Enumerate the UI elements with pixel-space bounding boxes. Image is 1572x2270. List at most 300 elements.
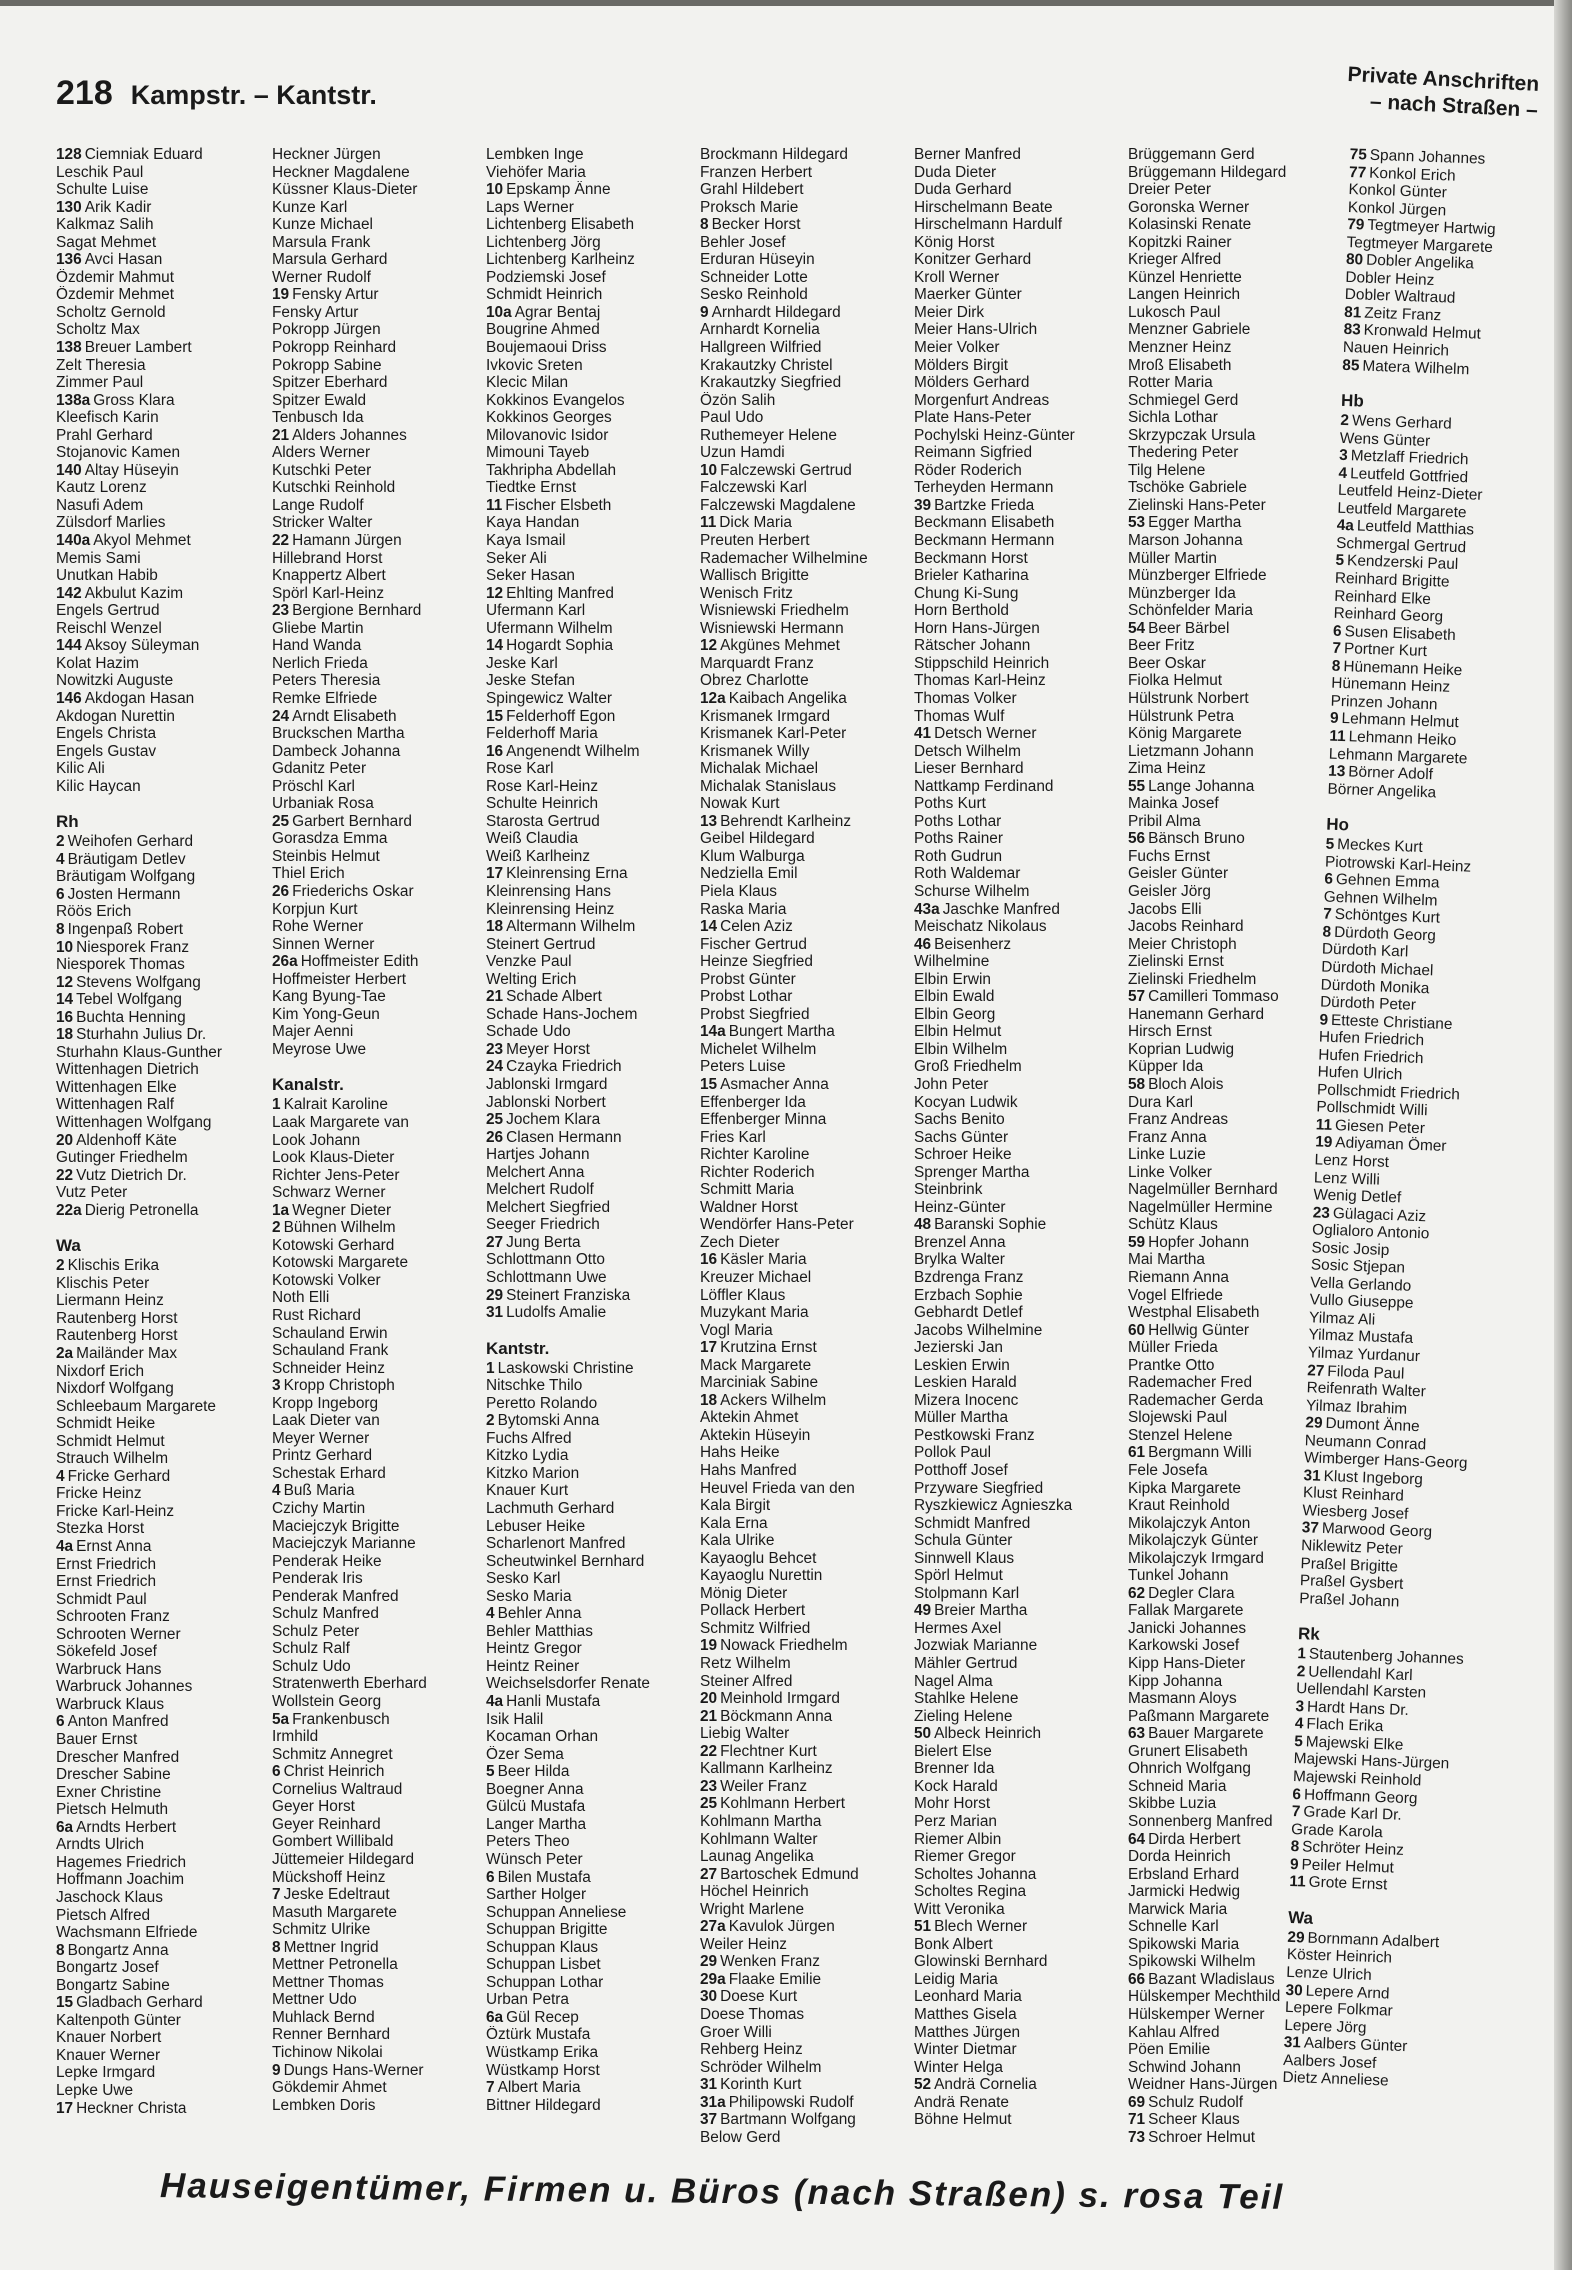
house-number: 3 — [272, 1377, 281, 1395]
house-number: 31 — [1283, 2033, 1302, 2052]
resident-entry: 18 Sturhahn Julius Dr. — [56, 1026, 207, 1044]
resident-entry: Jablonski Norbert — [486, 1093, 606, 1111]
resident-entry: Akdogan Nurettin — [56, 707, 175, 725]
resident-entry: Renner Bernhard — [272, 2026, 391, 2044]
resident-entry: Schulte Luise — [56, 181, 149, 199]
house-number: 73 — [1128, 2128, 1146, 2146]
house-number: 29 — [1287, 1928, 1305, 1947]
resident-entry: Plate Hans-Peter — [914, 409, 1032, 427]
resident-entry: Hagemes Friedrich — [56, 1853, 187, 1871]
resident-entry: Gebhardt Detlef — [914, 1304, 1023, 1322]
resident-entry: Glowinski Bernhard — [914, 1953, 1048, 1971]
street-range: Kampstr. – Kantstr. — [130, 80, 377, 110]
house-number: 4 — [486, 1605, 495, 1623]
resident-entry: 29 Dumont Änne — [1305, 1414, 1420, 1436]
resident-entry: Takhripha Abdellah — [486, 461, 617, 479]
resident-entry: Erzbach Sophie — [914, 1286, 1023, 1304]
resident-entry: 19 Fensky Artur — [272, 286, 379, 304]
resident-entry: Tilg Helene — [1128, 461, 1206, 479]
resident-entry: Lukosch Paul — [1128, 303, 1221, 321]
resident-entry: Öztürk Mustafa — [486, 2026, 591, 2044]
resident-entry: Hoffmeister Herbert — [272, 970, 406, 988]
resident-entry: Gutinger Friedhelm — [56, 1149, 188, 1167]
resident-entry: Kocaman Orhan — [486, 1728, 599, 1746]
house-number: 15 — [56, 1994, 74, 2012]
resident-entry: Konkol Jürgen — [1347, 198, 1447, 220]
column-3 — [486, 146, 691, 2114]
resident-entry: 7 Jeske Edeltraut — [272, 1886, 390, 1904]
resident-entry: Lembken Inge — [486, 146, 584, 163]
resident-entry: 6a Gül Recep — [486, 2008, 579, 2026]
resident-entry: Lietzmann Johann — [1128, 742, 1254, 760]
resident-entry: Kotowski Volker — [272, 1271, 381, 1289]
resident-entry: Heintz Reiner — [486, 1657, 580, 1675]
resident-entry: 9 Arnhardt Hildegard — [700, 303, 841, 321]
resident-entry: 6 Gehnen Emma — [1324, 870, 1440, 892]
resident-entry: 7 Albert Maria — [486, 2079, 581, 2097]
resident-entry: Mimouni Tayeb — [486, 444, 590, 462]
resident-entry: Wachsmann Elfriede — [56, 1924, 198, 1942]
resident-entry: Czichy Martin — [272, 1500, 366, 1518]
resident-entry: 22 Vutz Dietrich Dr. — [56, 1166, 187, 1184]
resident-entry: Knappertz Albert — [272, 567, 386, 585]
resident-entry: Oglialoro Antonio — [1311, 1221, 1430, 1243]
resident-entry: Boegner Anna — [486, 1780, 584, 1798]
resident-entry: Horn Berthold — [914, 602, 1009, 620]
house-number: 8 — [1322, 923, 1332, 941]
house-number: 2 — [1340, 411, 1350, 430]
resident-entry: Tschöke Gabriele — [1128, 479, 1247, 497]
resident-entry: Gdanitz Peter — [272, 760, 367, 778]
resident-entry: Krismanek Irmgard — [700, 707, 831, 725]
house-number: 11 — [486, 496, 503, 514]
resident-entry: Hirschelmann Hardulf — [914, 216, 1062, 234]
resident-entry: Zielinski Hans-Peter — [1128, 496, 1266, 514]
house-number: 10 — [700, 461, 718, 479]
page-header-right — [1346, 62, 1540, 124]
house-number: 60 — [1128, 1321, 1146, 1339]
resident-entry: Schrooten Franz — [56, 1608, 170, 1626]
house-number: 19 — [272, 286, 290, 304]
resident-entry: Özdemir Mahmut — [56, 268, 175, 286]
resident-entry: 80 Dobler Angelika — [1345, 251, 1475, 273]
resident-entry: Riemer Gregor — [914, 1848, 1016, 1866]
resident-entry: 22 Hamann Jürgen — [272, 532, 402, 550]
resident-entry: Kock Harald — [914, 1777, 998, 1795]
house-number: 17 — [486, 865, 504, 883]
resident-entry: Özön Salih — [700, 391, 776, 409]
resident-entry: Schade Hans-Jochem — [486, 1005, 638, 1023]
resident-entry: Maerker Günter — [914, 286, 1022, 304]
house-number: 6 — [1292, 1785, 1302, 1803]
resident-entry: Lembken Doris — [272, 2096, 376, 2114]
resident-entry: Reinhard Georg — [1333, 604, 1444, 626]
resident-entry: Lepere Folkmar — [1284, 1998, 1394, 2020]
resident-entry: Kohlmann Walter — [700, 1830, 818, 1848]
resident-entry: Dura Karl — [1128, 1093, 1194, 1111]
resident-entry: Remke Elfriede — [272, 689, 378, 707]
resident-entry: Sinnwell Klaus — [914, 1549, 1015, 1567]
house-number: 62 — [1128, 1584, 1146, 1602]
house-number: 54 — [1128, 619, 1146, 637]
resident-entry: 8 Hünemann Heike — [1331, 657, 1463, 679]
resident-entry: Konitzer Gerhard — [914, 251, 1032, 269]
resident-entry: Pestkowski Franz — [914, 1426, 1035, 1444]
resident-entry: Rehberg Heinz — [700, 2041, 803, 2059]
resident-entry: 29 Bornmann Adalbert — [1287, 1928, 1440, 1952]
resident-entry: Erbsland Erhard — [1128, 1865, 1240, 1883]
resident-entry: Hahs Heike — [700, 1444, 780, 1462]
resident-entry: Pribil Alma — [1128, 812, 1201, 830]
resident-entry: Pokropp Sabine — [272, 356, 382, 374]
resident-entry: Hand Wanda — [272, 637, 362, 655]
resident-entry: Pokropp Jürgen — [272, 321, 381, 339]
resident-entry: Sesko Reinhold — [700, 286, 808, 304]
resident-entry: Schuppan Brigitte — [486, 1921, 608, 1939]
resident-entry: Küssner Klaus-Dieter — [272, 181, 418, 199]
resident-entry: Behler Josef — [700, 233, 786, 251]
resident-entry: Peters Theresia — [272, 672, 381, 690]
resident-entry: Schleebaum Margarete — [56, 1397, 216, 1415]
house-number: 6 — [272, 1763, 281, 1781]
resident-entry: 12 Akgünes Mehmet — [700, 637, 840, 655]
resident-entry: Klust Reinhard — [1302, 1484, 1405, 1506]
resident-entry: Krismanek Karl-Peter — [700, 725, 847, 743]
resident-entry: Wollstein Georg — [272, 1693, 382, 1711]
resident-entry: Heinze Siegfried — [700, 953, 813, 971]
resident-entry: Heinz-Günter — [914, 1198, 1006, 1216]
resident-entry: Lichtenberg Karlheinz — [486, 251, 635, 269]
resident-entry: Bauer Ernst — [56, 1731, 138, 1749]
resident-entry: Dobler Heinz — [1345, 268, 1435, 289]
resident-entry: 140 Altay Hüseyin — [56, 461, 179, 479]
house-number: 21 — [272, 426, 290, 444]
house-number: 22 — [700, 1742, 718, 1760]
street-heading: Ho — [1325, 814, 1350, 835]
resident-entry: Pollschmidt Willi — [1316, 1098, 1428, 1120]
house-number: 5 — [1325, 835, 1335, 854]
resident-entry: Brieler Katharina — [914, 567, 1029, 585]
resident-entry: 6 Josten Hermann — [56, 885, 181, 903]
resident-entry: Schulz Manfred — [272, 1605, 379, 1623]
house-number: 27 — [486, 1233, 504, 1251]
resident-entry: 5 Kendzerski Paul — [1335, 552, 1459, 574]
resident-entry: Meier Dirk — [914, 303, 985, 321]
resident-entry: Marsula Gerhard — [272, 251, 388, 269]
resident-entry: Richter Roderich — [700, 1163, 815, 1181]
resident-entry: Prahl Gerhard — [56, 426, 153, 444]
resident-entry: Kala Ulrike — [700, 1532, 775, 1550]
house-number: 29 — [700, 1953, 718, 1971]
resident-entry: Sonnenberg Manfred — [1128, 1812, 1273, 1830]
house-number: 4a — [486, 1693, 504, 1711]
resident-entry: Kolat Hazim — [56, 654, 139, 672]
resident-entry: Geibel Hildegard — [700, 830, 815, 848]
resident-entry: Schula Günter — [914, 1532, 1013, 1550]
resident-entry: John Peter — [914, 1075, 989, 1093]
house-number: 6 — [1324, 870, 1334, 889]
resident-entry: Mai Martha — [1128, 1251, 1205, 1269]
spacer — [56, 795, 261, 809]
house-number: 2 — [56, 1257, 65, 1275]
resident-entry: Beckmann Hermann — [914, 532, 1055, 550]
resident-entry: Dürdoth Peter — [1319, 993, 1417, 1014]
resident-entry: 12a Kaibach Angelika — [700, 689, 847, 707]
resident-entry: Leonhard Maria — [914, 1988, 1022, 2006]
resident-entry: Jozwiak Marianne — [914, 1637, 1038, 1655]
resident-entry: Zieling Helene — [914, 1707, 1013, 1725]
resident-entry: Probst Siegfried — [700, 1005, 810, 1023]
resident-entry: 11 Giesen Peter — [1315, 1116, 1426, 1138]
house-number: 1a — [272, 1201, 290, 1219]
resident-entry: 53 Egger Martha — [1128, 514, 1242, 532]
resident-entry: Kunze Karl — [272, 198, 348, 216]
resident-entry: Schade Udo — [486, 1023, 571, 1041]
resident-entry: 9 Peiler Helmut — [1289, 1855, 1395, 1877]
resident-entry: Brenzel Anna — [914, 1233, 1006, 1251]
street-heading: Rk — [1297, 1624, 1321, 1645]
resident-entry: Krismanek Willy — [700, 742, 810, 760]
resident-entry: Tegtmeyer Margarete — [1346, 233, 1494, 256]
resident-entry: Majewski Reinhold — [1292, 1768, 1422, 1790]
resident-entry: Mikolajczyk Günter — [1128, 1532, 1259, 1550]
resident-entry: Nauen Heinrich — [1342, 338, 1450, 360]
resident-entry: Stratenwerth Eberhard — [272, 1675, 427, 1693]
house-number: 20 — [56, 1131, 74, 1149]
resident-entry: 51 Blech Werner — [914, 1918, 1028, 1936]
house-number: 4 — [1338, 464, 1348, 482]
house-number: 19 — [1314, 1133, 1333, 1152]
resident-entry: Sachs Günter — [914, 1128, 1009, 1146]
resident-entry: Scharlenort Manfred — [486, 1535, 626, 1553]
house-number: 1 — [486, 1359, 495, 1377]
resident-entry: Ernst Friedrich — [56, 1555, 157, 1573]
house-number: 10 — [56, 938, 74, 956]
street-heading: Kantstr. — [486, 1338, 550, 1358]
resident-entry: Falczewski Magdalene — [700, 496, 856, 514]
resident-entry: Bongartz Sabine — [56, 1976, 170, 1994]
resident-entry: 23 Bergione Bernhard — [272, 602, 422, 620]
resident-entry: Beer Oskar — [1128, 654, 1206, 672]
house-number: 24 — [486, 1058, 504, 1076]
resident-entry: Reinhard Elke — [1333, 587, 1432, 608]
resident-entry: Scheutwinkel Bernhard — [486, 1552, 645, 1570]
resident-entry: 15 Asmacher Anna — [700, 1075, 829, 1093]
resident-entry: Nitschke Thilo — [486, 1377, 583, 1395]
house-number: 13 — [700, 812, 718, 830]
resident-entry: Schauland Frank — [272, 1342, 389, 1360]
resident-entry: Lieser Bernhard — [914, 760, 1024, 778]
resident-entry: Stricker Walter — [272, 514, 373, 532]
resident-entry: 9 Dungs Hans-Werner — [272, 2061, 424, 2079]
resident-entry: 61 Bergmann Willi — [1128, 1444, 1252, 1462]
page-header-left — [56, 74, 377, 113]
resident-entry: Proksch Marie — [700, 198, 799, 216]
resident-entry: Schulte Heinrich — [486, 795, 599, 813]
resident-entry: Münzberger Elfriede — [1128, 567, 1267, 585]
house-number: 6 — [1332, 622, 1342, 640]
footer-note: Hauseigentümer, Firmen u. Büros (nach Straßen) s. rosa Teil — [159, 2166, 1285, 2217]
house-number: 29 — [486, 1286, 504, 1304]
resident-entry: 15 Gladbach Gerhard — [56, 1994, 203, 2012]
resident-entry: Melchert Siegfried — [486, 1198, 611, 1216]
resident-entry: 57 Camilleri Tommaso — [1128, 988, 1279, 1006]
house-number: 22a — [56, 1201, 82, 1219]
resident-entry: Marwick Maria — [1128, 1900, 1228, 1918]
house-number: 29a — [700, 1970, 726, 1988]
resident-entry: Schwind Johann — [1128, 2058, 1241, 2076]
house-number: 59 — [1128, 1233, 1146, 1251]
resident-entry: König Margarete — [1128, 725, 1242, 743]
resident-entry: Schnelle Karl — [1128, 1918, 1219, 1936]
resident-entry: 21 Böckmann Anna — [700, 1707, 833, 1725]
resident-entry: Franz Andreas — [1128, 1111, 1229, 1129]
resident-entry: 30 Doese Kurt — [700, 1988, 798, 2006]
resident-entry: 4 Flach Erika — [1294, 1715, 1384, 1736]
house-number: 8 — [56, 1941, 65, 1959]
house-number: 26 — [486, 1128, 504, 1146]
resident-entry: Richter Karoline — [700, 1146, 810, 1164]
resident-entry: Niklewitz Peter — [1300, 1537, 1404, 1558]
house-number: 2 — [486, 1412, 495, 1430]
resident-entry: Geyer Horst — [272, 1798, 355, 1816]
resident-entry: Spitzer Eberhard — [272, 374, 388, 392]
resident-entry: Mikolajczyk Irmgard — [1128, 1549, 1264, 1567]
resident-entry: 39 Bartzke Frieda — [914, 496, 1035, 514]
resident-entry: Fallak Margarete — [1128, 1602, 1244, 1620]
resident-entry: Marsula Frank — [272, 233, 371, 251]
resident-entry: Steinbis Helmut — [272, 847, 380, 865]
resident-entry: Slojewski Paul — [1128, 1409, 1228, 1427]
resident-entry: 7 Schöntges Kurt — [1322, 905, 1441, 927]
resident-entry: Fischer Gertrud — [700, 935, 807, 953]
resident-entry: Korpjun Kurt — [272, 900, 358, 918]
resident-entry: 75 Spann Johannes — [1349, 146, 1486, 168]
resident-entry: 13 Börner Adolf — [1327, 762, 1434, 784]
resident-entry: Kaya Ismail — [486, 532, 566, 550]
resident-entry: 5a Frankenbusch — [272, 1710, 390, 1728]
resident-entry: Skrzypczak Ursula — [1128, 426, 1256, 444]
resident-entry: 17 Kleinrensing Erna — [486, 865, 628, 883]
resident-entry: 10 Falczewski Gertrud — [700, 461, 852, 479]
resident-entry: Lepere Jörg — [1284, 2016, 1367, 2037]
resident-entry: 31a Philipowski Rudolf — [700, 2093, 854, 2111]
resident-entry: Jaschock Klaus — [56, 1888, 163, 1906]
resident-entry: Tichinow Nikolai — [272, 2043, 383, 2061]
resident-entry: 24 Arndt Elisabeth — [272, 707, 397, 725]
street-heading: Hb — [1340, 390, 1365, 411]
resident-entry: Terheyden Hermann — [914, 479, 1054, 497]
resident-entry: Wittenhagen Ralf — [56, 1096, 175, 1114]
resident-entry: Noth Elli — [272, 1289, 330, 1307]
resident-entry: Lenze Ulrich — [1285, 1963, 1373, 1984]
resident-entry: Mähler Gertrud — [914, 1655, 1018, 1673]
resident-entry: Stolpmann Karl — [914, 1584, 1020, 1602]
resident-entry: 27 Bartoschek Edmund — [700, 1865, 859, 1883]
resident-entry: Peretto Rolando — [486, 1394, 598, 1412]
resident-entry: Masmann Aloys — [1128, 1690, 1237, 1708]
resident-entry: Scholtz Gernold — [56, 303, 166, 321]
resident-entry: Elbin Erwin — [914, 970, 991, 988]
house-number: 55 — [1128, 777, 1146, 795]
house-number: 66 — [1128, 1970, 1146, 1988]
resident-entry: Nixdorf Wolfgang — [56, 1380, 174, 1398]
resident-entry: Praßel Johann — [1298, 1589, 1400, 1611]
house-number: 7 — [1332, 639, 1342, 658]
resident-entry: Ivkovic Sreten — [486, 356, 583, 374]
resident-entry: 19 Adiyaman Ömer — [1314, 1133, 1447, 1156]
house-number: 16 — [56, 1008, 74, 1026]
resident-entry: Sosic Stjepan — [1310, 1256, 1406, 1277]
resident-entry: 7 Grade Karl Dr. — [1291, 1803, 1403, 1824]
resident-entry: Ufermann Wilhelm — [486, 619, 613, 637]
resident-entry: Michalak Michael — [700, 760, 819, 778]
resident-entry: Vogl Maria — [700, 1321, 773, 1339]
house-number: 83 — [1343, 321, 1361, 339]
resident-entry: 64 Dirda Herbert — [1128, 1830, 1241, 1848]
resident-entry: Hermes Axel — [914, 1619, 1002, 1637]
resident-entry: Marquardt Franz — [700, 654, 814, 672]
resident-entry: 50 Albeck Heinrich — [914, 1725, 1042, 1743]
resident-entry: Sosic Josip — [1311, 1239, 1390, 1259]
resident-entry: Beer Fritz — [1128, 637, 1195, 655]
resident-entry: Urbaniak Rosa — [272, 795, 374, 813]
resident-entry: Hahs Manfred — [700, 1462, 797, 1480]
resident-entry: Zielinski Ernst — [1128, 953, 1224, 971]
spacer — [56, 1219, 261, 1233]
resident-entry: Elbin Wilhelm — [914, 1040, 1008, 1058]
resident-entry: Spörl Karl-Heinz — [272, 584, 385, 602]
resident-entry: 5 Beer Hilda — [486, 1763, 570, 1781]
column-5 — [914, 146, 1119, 2129]
resident-entry: Melchert Anna — [486, 1163, 585, 1181]
resident-entry: Vutz Peter — [56, 1184, 128, 1202]
resident-entry: 6 Anton Manfred — [56, 1713, 169, 1731]
resident-entry: Duda Dieter — [914, 163, 997, 181]
resident-entry: Hülskemper Werner — [1128, 2005, 1265, 2023]
resident-entry: Mettner Udo — [272, 1991, 357, 2009]
resident-entry: Schmitz Ulrike — [272, 1921, 371, 1939]
resident-entry: Wens Günter — [1339, 429, 1431, 450]
resident-entry: 14 Celen Aziz — [700, 918, 793, 936]
resident-entry: Schlottmann Uwe — [486, 1269, 607, 1286]
resident-entry: Praßel Brigitte — [1300, 1554, 1399, 1576]
resident-entry: Hülstrunk Norbert — [1128, 689, 1249, 707]
resident-entry: Poths Kurt — [914, 795, 986, 813]
house-number: 39 — [914, 496, 932, 514]
resident-entry: Retz Wilhelm — [700, 1655, 791, 1673]
house-number: 14 — [56, 991, 74, 1009]
resident-entry: 4 Fricke Gerhard — [56, 1467, 171, 1485]
resident-entry: Müller Martin — [1128, 549, 1217, 567]
resident-entry: Bittner Hildegard — [486, 2096, 601, 2114]
house-number: 6 — [56, 1713, 65, 1731]
resident-entry: Lange Rudolf — [272, 496, 364, 514]
resident-entry: 8 Ingenpaß Robert — [56, 920, 184, 938]
resident-entry: 59 Hopfer Johann — [1128, 1233, 1250, 1251]
resident-entry: Dorda Heinrich — [1128, 1848, 1231, 1866]
resident-entry: Stippschild Heinrich — [914, 654, 1050, 672]
house-number: 63 — [1128, 1725, 1146, 1743]
resident-entry: Laps Werner — [486, 198, 574, 216]
resident-entry: Penderak Manfred — [272, 1587, 399, 1605]
house-number: 51 — [914, 1918, 932, 1936]
resident-entry: Meier Hans-Ulrich — [914, 321, 1038, 339]
resident-entry: Strauch Wilhelm — [56, 1450, 169, 1468]
resident-entry: Kokkinos Evangelos — [486, 391, 625, 409]
resident-entry: 52 Andrä Cornelia — [914, 2076, 1037, 2094]
resident-entry: Hirsch Ernst — [1128, 1023, 1212, 1041]
